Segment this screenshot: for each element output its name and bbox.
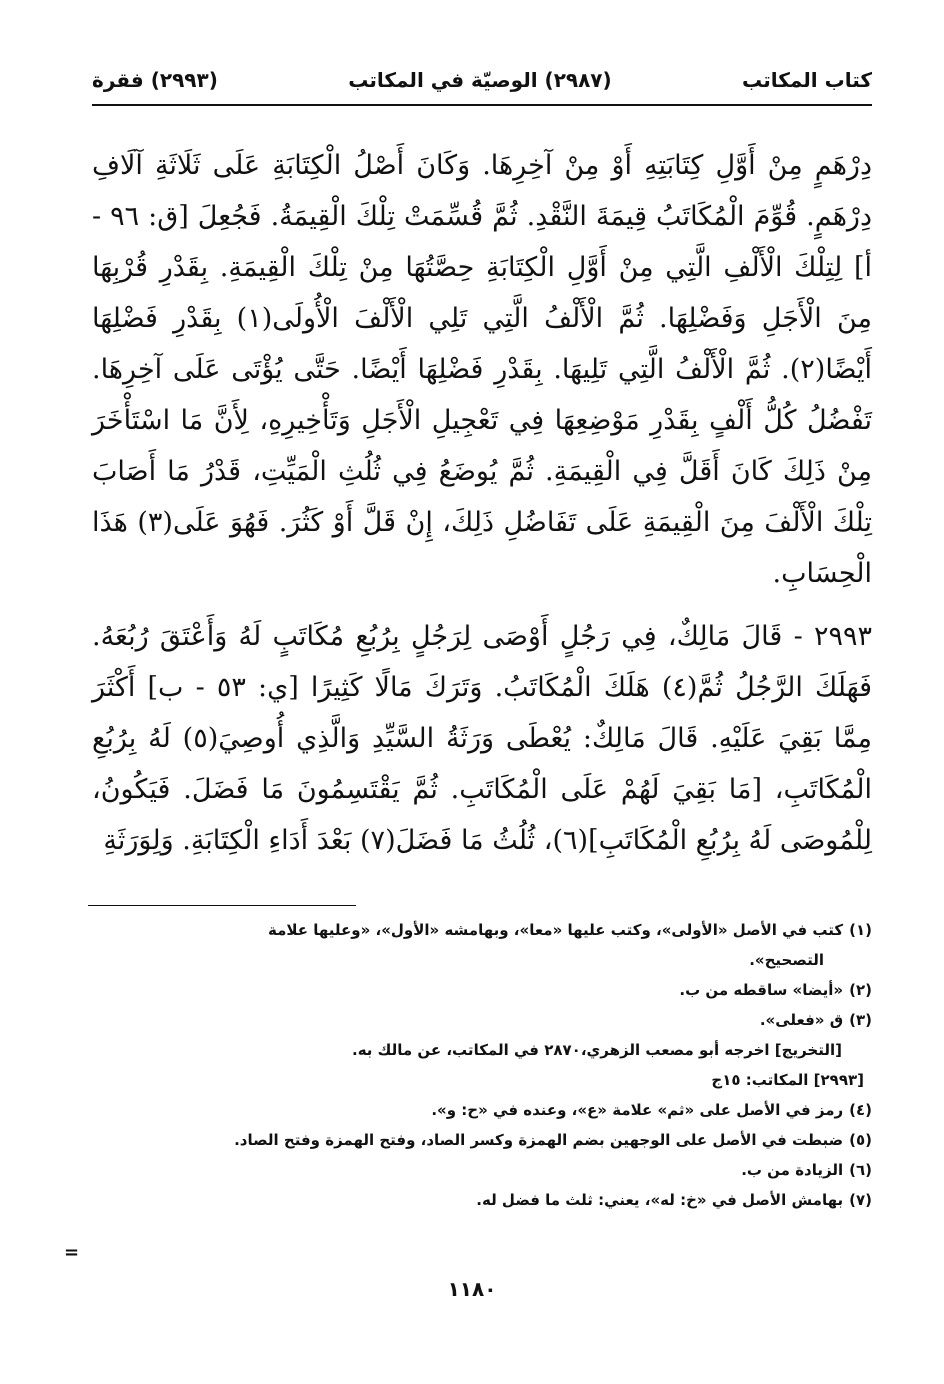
- continuation-mark: =: [64, 1242, 80, 1263]
- footnote-text: ضبطت في الأصل على الوجهين بضم الهمزة وكسر الصاد، وفتح الهمزة وفتح الصاد.: [234, 1131, 844, 1149]
- running-header: [92, 60, 872, 100]
- takhrij-label: [التخريج]: [774, 1041, 842, 1059]
- record-text: ١٥ج: [711, 1071, 741, 1089]
- takhrij-note: [92, 1035, 872, 1065]
- footnote-3: [92, 1005, 872, 1035]
- book-title: كتاب المكاتب: [742, 68, 872, 92]
- page-number: ١١٨٠: [447, 1277, 497, 1301]
- takhrij-text: اخرجه أبو مصعب الزهري،٢٨٧٠ في المكاتب، عن مالك به.: [352, 1041, 770, 1059]
- record-label: [٢٩٩٣] المكاتب:: [745, 1071, 864, 1089]
- footnote-number: (٦): [849, 1161, 872, 1179]
- footnote-text: كتب في الأصل «الأولى»، وكتب عليها «معا»، وبهامشه «الأول»، «وعليها علامة: [267, 921, 844, 939]
- footnote-6: [92, 1155, 872, 1185]
- footnote-number: (٣): [849, 1011, 872, 1029]
- footnote-text: «أيضا» ساقطه من ب.: [679, 981, 844, 999]
- footnote-number: (٢): [849, 981, 872, 999]
- footnote-number: (١): [849, 921, 872, 939]
- footnote-number: (٧): [849, 1191, 872, 1209]
- paragraph-reference: (٢٩٩٣) فقرة: [92, 68, 218, 92]
- footnote-7: [92, 1185, 872, 1215]
- chapter-title: (٢٩٨٧) الوصيّة في المكاتب: [348, 68, 612, 92]
- footnote-4: [92, 1095, 872, 1125]
- footnote-text: ق «فعلى».: [759, 1011, 844, 1029]
- footnote-5: [92, 1125, 872, 1155]
- footnote-text: الزيادة من ب.: [741, 1161, 844, 1179]
- header-divider: [92, 104, 872, 106]
- footnote-text: بهامش الأصل في «خ: له»، يعني: ثلث ما فضل له.: [476, 1191, 844, 1209]
- footnote-1: [92, 915, 872, 945]
- footnote-number: (٤): [849, 1101, 872, 1119]
- footnote-text: رمز في الأصل على «ثم» علامة «ع»، وعنده في «ح: و».: [431, 1101, 844, 1119]
- record-note: [92, 1065, 872, 1095]
- main-text-paragraph-2: ٢٩٩٣ - قَالَ مَالِكٌ، فِي رَجُلٍ أَوْصَى لِرَجُلٍ بِرُبُعِ مُكَاتَبٍ لَهُ وَأَعْتَقَ رُبُعَهُ. فَهَلَكَ الرَّجُلُ ثُمَّ(٤) هَلَكَ الْمُكَاتَبُ. وَتَرَكَ مَالًا كَثِيرًا [ي: ٥٣ - ب] أَكْثَرَ مِمَّا بَقِيَ عَلَيْهِ. قَالَ مَالِكٌ: يُعْطَى وَرَثَةُ السَّيِّدِ وَالَّذِي أُوصِيَ(٥) لَهُ بِرُبُعِ الْمُكَاتَبِ، [مَا بَقِيَ لَهُمْ عَلَى الْمُكَاتَبِ. ثُمَّ يَقْتَسِمُونَ مَا فَضَلَ. فَيَكُونُ، لِلْمُوصَى لَهُ بِرُبُعِ الْمُكَاتَبِ](٦)، ثُلُثُ مَا فَضَلَ(٧) بَعْدَ أَدَاءِ الْكِتَابَةِ. وَلِوَرَثَةِ: [92, 621, 872, 856]
- main-text-paragraph-1: دِرْهَمٍ مِنْ أَوَّلِ كِتَابَتِهِ أَوْ مِنْ آخِرِهَا. وَكَانَ أَصْلُ الْكِتَابَةِ عَلَى ثَلَاثَةِ آلَافِ دِرْهَمٍ. قُوِّمَ الْمُكَاتَبُ قِيمَةَ النَّقْدِ. ثُمَّ قُسِّمَتْ تِلْكَ الْقِيمَةُ. فَجُعِلَ [ق: ٩٦ - أ] لِتِلْكَ الْأَلْفِ الَّتِي مِنْ أَوَّلِ الْكِتَابَةِ حِصَّتُهَا مِنْ تِلْكَ الْقِيمَةِ. بِقَدْرِ قُرْبِهَا مِنَ الْأَجَلِ وَفَضْلِهَا. ثُمَّ الْأَلْفُ الَّتِي تَلِي الْأَلْفَ الْأُولَى(١) بِقَدْرِ فَضْلِهَا أَيْضًا(٢). ثُمَّ الْأَلْفُ الَّتِي تَلِيهَا. بِقَدْرِ فَضْلِهَا أَيْضًا. حَتَّى يُؤْتَى عَلَى آخِرِهَا. تَفْضُلُ كُلُّ أَلْفٍ بِقَدْرِ مَوْضِعِهَا فِي تَعْجِيلِ الْأَجَلِ وَتَأْخِيرِهِ، لِأَنَّ مَا اسْتَأْخَرَ مِنْ ذَلِكَ كَانَ أَقَلَّ فِي الْقِيمَةِ. ثُمَّ يُوضَعُ فِي ثُلُثِ الْمَيِّتِ، قَدْرُ مَا أَصَابَ تِلْكَ الْأَلْفَ مِنَ الْقِيمَةِ عَلَى تَفَاضُلِ ذَلِكَ، إِنْ قَلَّ أَوْ كَثُرَ. فَهُوَ عَلَى(٣) هَذَا الْحِسَابِ.: [92, 150, 872, 589]
- footnote-number: (٥): [849, 1131, 872, 1149]
- footnote-2: [92, 975, 872, 1005]
- footnote-divider: [88, 905, 356, 906]
- footnote-1-continued: التصحيح».: [749, 951, 824, 969]
- footnotes: [92, 915, 872, 1215]
